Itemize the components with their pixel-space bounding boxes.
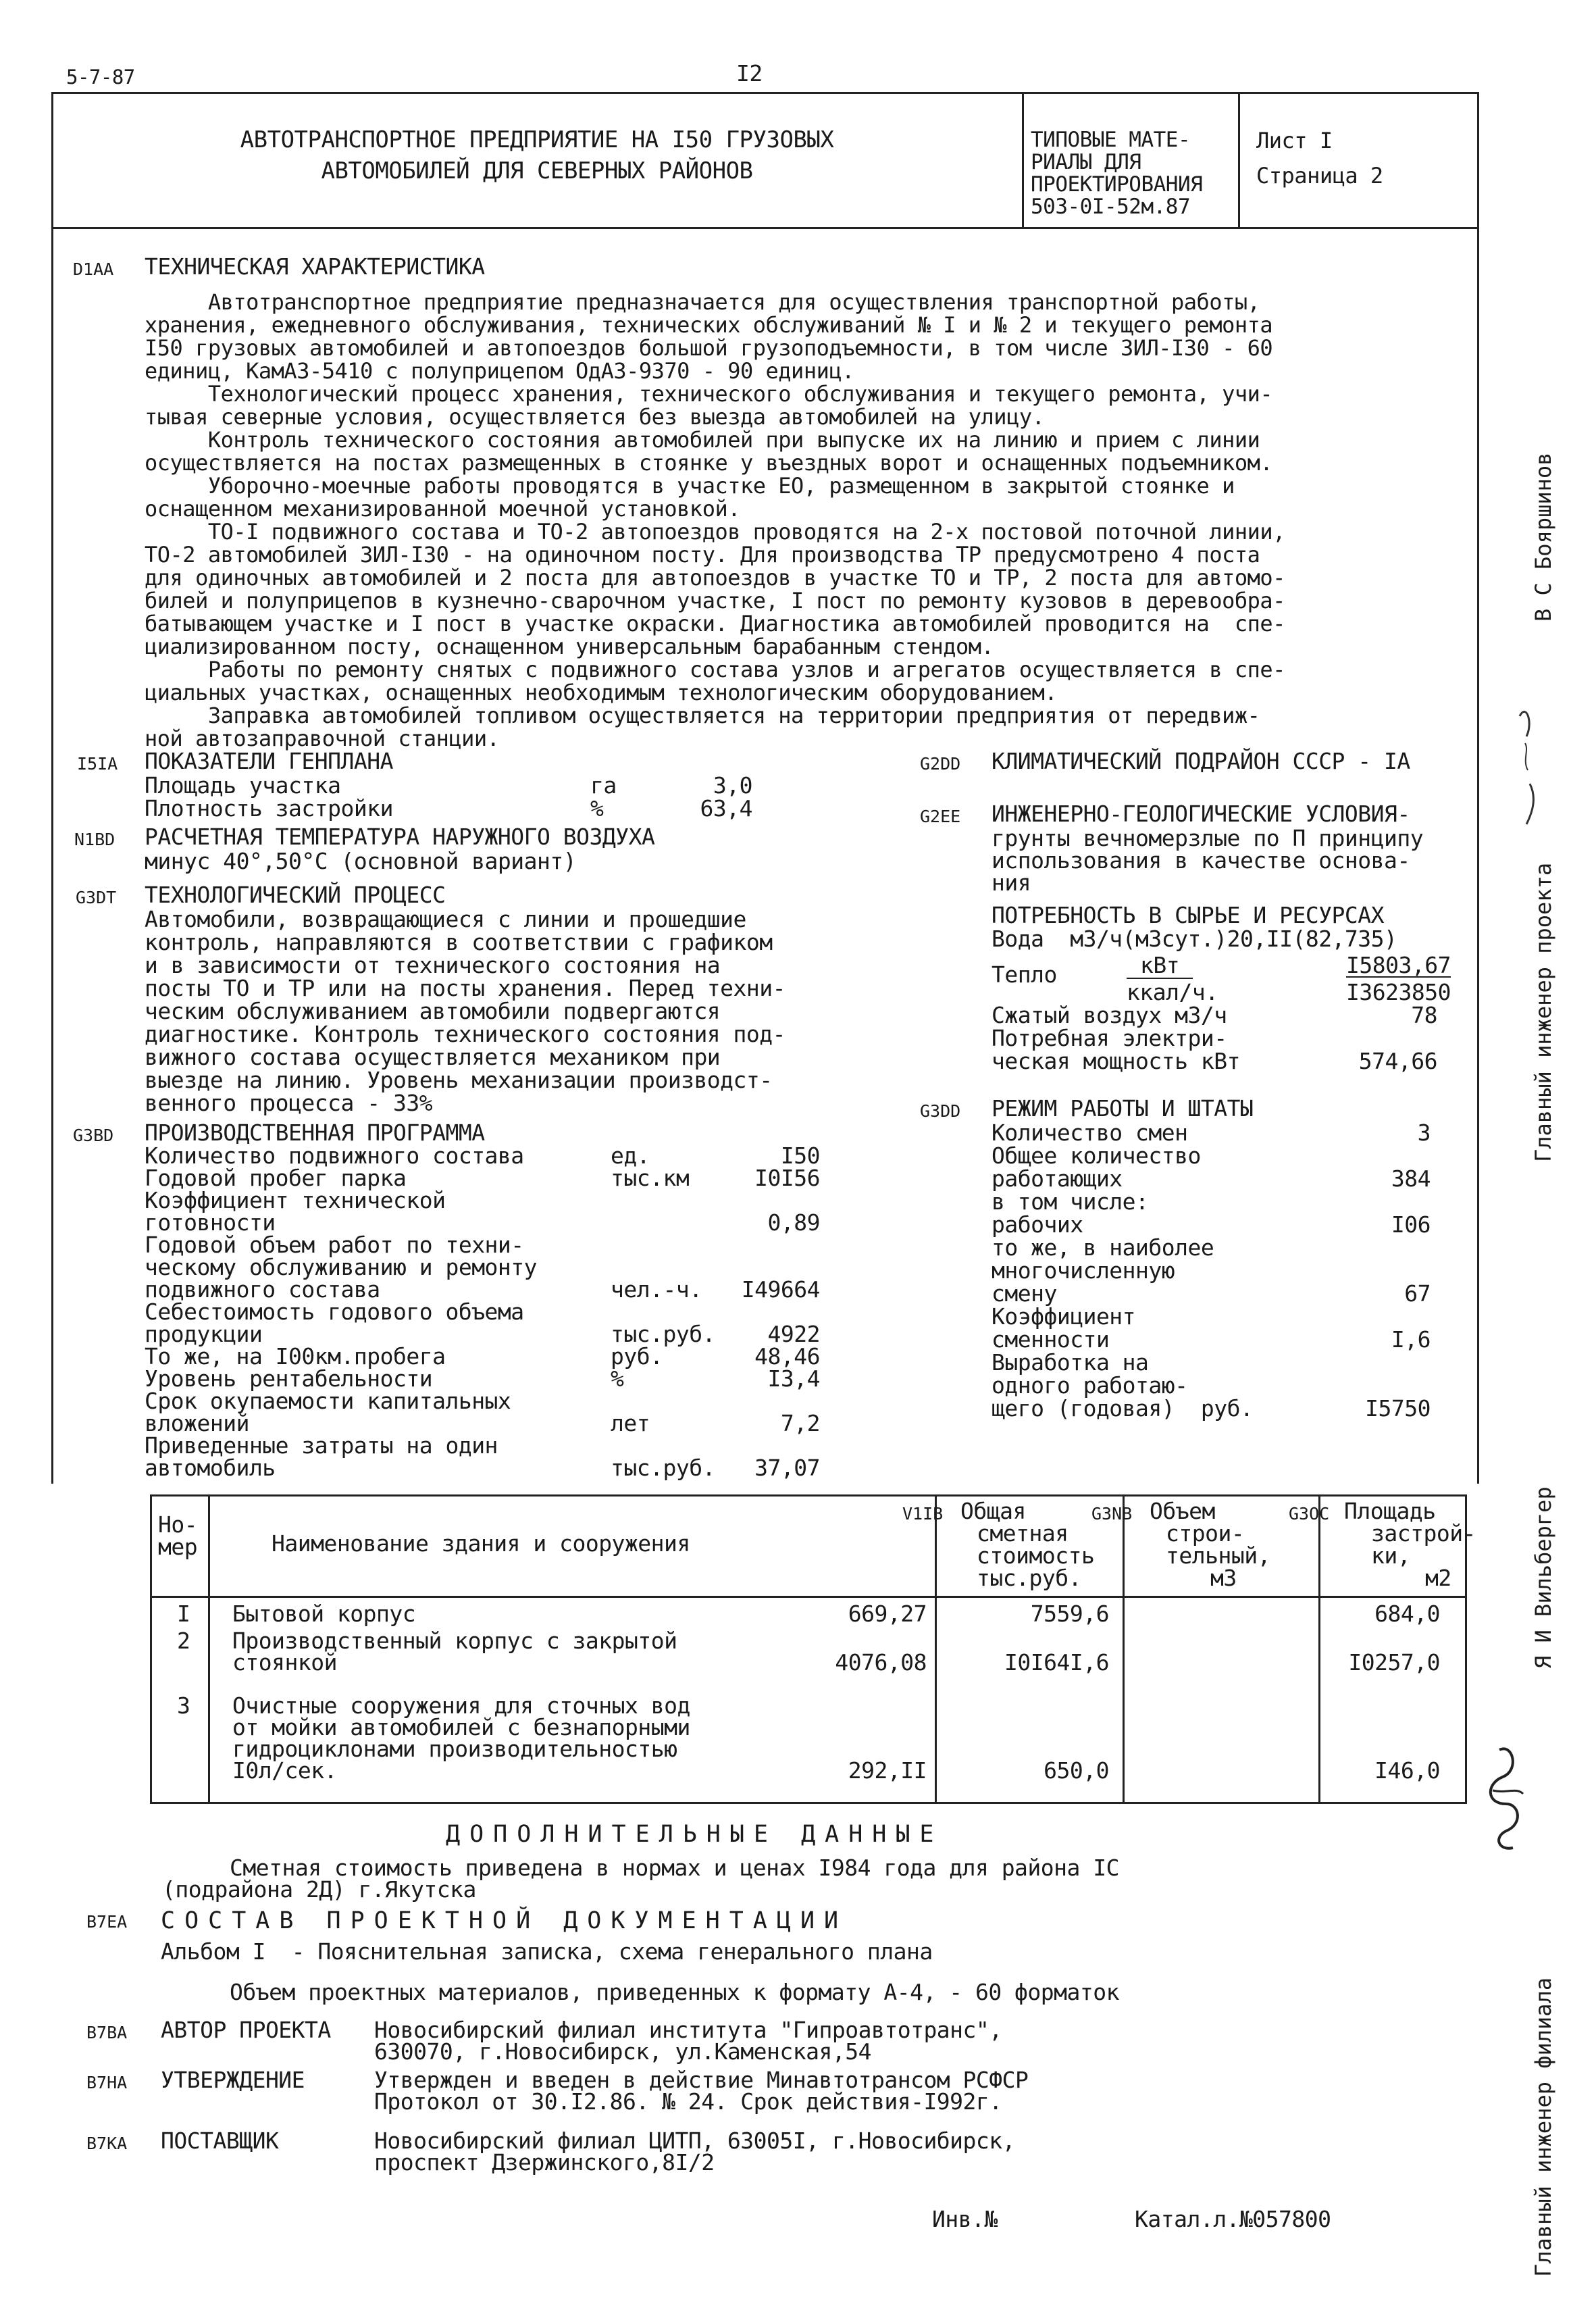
row-label: автомобиль (145, 1455, 276, 1481)
cell-volume: I0I64I,6 (1004, 1649, 1109, 1676)
resources-heading: ПОТРЕБНОСТЬ В СЫРЬЕ И РЕСУРСАХ (992, 902, 1385, 928)
row-label: Срок окупаемости капитальных (145, 1388, 511, 1414)
signer-role: Главный инженер филиала (1530, 1977, 1556, 2277)
genplan-row (145, 797, 752, 820)
genplan-heading: ПОКАЗАТЕЛИ ГЕНПЛАНА (145, 748, 393, 774)
section-tag: B7HA (86, 2073, 128, 2092)
heat-label: Тепло (992, 961, 1057, 988)
row-label: работающих (992, 1165, 1123, 1192)
header-column-divider (1022, 92, 1024, 227)
power-value: 574,66 (1358, 1048, 1437, 1074)
tech-line: хранения, ежедневного обслуживания, технических обслуживаний № I и № 2 и текущего ремонта (145, 312, 1273, 338)
document-title (54, 128, 1020, 182)
row-label: сменности (992, 1326, 1110, 1353)
staff-row (992, 1236, 1437, 1305)
extra-line: Сметная стоимость приведена в нормах и ценах I984 года для района IС (230, 1855, 1120, 1881)
cell-number: 3 (177, 1692, 190, 1719)
power-label: Потребная электри- (992, 1025, 1227, 1051)
heat-value: I5803,67 (1346, 952, 1451, 978)
heat-value: I3623850 (1346, 979, 1451, 1005)
docs-line: Объем проектных материалов, приведенных к формату А-4, - 60 форматок (230, 1979, 1120, 2005)
geo-line: ния (992, 870, 1031, 896)
geo-line: грунты вечномерзлые по П принципу (992, 825, 1424, 851)
process-line: выезде на линию. Уровень механизации производст- (145, 1067, 773, 1093)
cell-area: I46,0 (1374, 1757, 1440, 1784)
row-label: Плотность застройки (145, 795, 393, 822)
tech-line: I50 грузовых автомобилей и автопоездов большой грузоподъемности, в том числе ЗИЛ-I30 - 60 (145, 335, 1273, 361)
author-line: 630070, г.Новосибирск, ул.Каменская,54 (374, 2038, 871, 2065)
signer-name: Я И Вильбергер (1530, 1486, 1556, 1669)
sheet-info (1256, 130, 1383, 186)
geo-heading: ИНЖЕНЕРНО-ГЕОЛОГИЧЕСКИЕ УСЛОВИЯ- (992, 801, 1410, 827)
row-value: 3 (1417, 1120, 1431, 1146)
air-value: 78 (1411, 1002, 1437, 1028)
header-line: Общая (960, 1498, 1026, 1524)
row-label: смену (992, 1280, 1057, 1307)
row-value: 7,2 (780, 1410, 820, 1436)
row-unit: руб. (611, 1343, 663, 1369)
row-label: готовности (145, 1209, 276, 1236)
process-line: ческим обслуживанием автомобили подвергаются (145, 998, 721, 1024)
tech-line: Заправка автомобилей топливом осуществляется на территории предприятия от передвиж- (145, 703, 1260, 728)
row-value: 48,46 (754, 1343, 820, 1369)
cell-name: Очистные сооружения для сточных вод (232, 1692, 690, 1719)
typical-materials (1031, 130, 1202, 218)
row-unit: чел.-ч. (611, 1276, 702, 1303)
tech-line: оснащенном механизированной моечной установкой. (145, 496, 740, 522)
staff-row (992, 1142, 1437, 1192)
section-tag: B7EA (86, 1912, 128, 1932)
col-header-area (1344, 1500, 1476, 1589)
section-tag: G3DD (920, 1101, 961, 1121)
approval-line: Протокол от 30.I2.86. № 24. Срок действия-I992г. (374, 2088, 1002, 2115)
staff-row (992, 1122, 1437, 1145)
water-row: Вода м3/ч(м3сут.)20,II(82,735) (992, 926, 1397, 952)
process-line: контроль, направляются в соответствии с графиком (145, 929, 773, 955)
process-line: Автомобили, возвращающиеся с линии и прошедшие (145, 906, 746, 932)
cell-volume: 650,0 (1044, 1757, 1109, 1784)
tech-line: билей и полуприцепов в кузнечно-сварочном участке, I пост по ремонту кузовов в деревообра- (145, 588, 1285, 613)
table-body (150, 1603, 1467, 1799)
col-header-volume (1150, 1500, 1270, 1589)
cell-cost: 4076,08 (835, 1649, 927, 1676)
extra-heading: ДОПОЛНИТЕЛЬНЫЕ ДАННЫЕ (446, 1821, 944, 1848)
approval-line: Утвержден и введен в действие Минавтотрансом РСФСР (374, 2067, 1029, 2093)
cell-area: 684,0 (1374, 1601, 1440, 1627)
section-tag: B7KA (86, 2134, 128, 2153)
signer-role: Главный инженер проекта (1530, 862, 1556, 1162)
section-tag: G2EE (920, 807, 961, 826)
section-tag: G3DT (76, 888, 117, 907)
process-line: венного процесса - 33% (145, 1090, 433, 1116)
cell-cost: 292,II (848, 1757, 927, 1784)
row-value: 4922 (767, 1321, 820, 1347)
project-code: 503-0I-52м.87 (1031, 195, 1191, 219)
row-label: То же, на I00км.пробега (145, 1343, 446, 1369)
genplan-row (145, 774, 752, 797)
page-label: Страница 2 (1256, 163, 1383, 188)
header-line: Объем (1150, 1498, 1215, 1524)
tech-line: Контроль технического состояния автомобилей при выпуске их на линию и прием с линии (145, 427, 1260, 453)
header-line: тельный, (1166, 1542, 1270, 1569)
tech-line: циализированном посту, оснащенном универсальным барабанным стендом. (145, 634, 994, 659)
row-label: продукции (145, 1321, 263, 1347)
program-row (145, 1367, 820, 1390)
inventory-number: Инв.№ (932, 2206, 998, 2232)
staff-list (992, 1122, 1437, 1420)
col-header-cost (960, 1500, 1094, 1589)
buildings-table (150, 1494, 1476, 1804)
row-value: I,6 (1391, 1326, 1431, 1353)
staff-row (992, 1351, 1437, 1420)
process-line: диагностике. Контроль технического состояния под- (145, 1021, 786, 1047)
title-line: АВТОМОБИЛЕЙ ДЛЯ СЕВЕРНЫХ РАЙОНОВ (321, 157, 753, 184)
typical-line: ПРОЕКТИРОВАНИЯ (1031, 172, 1203, 197)
title-line: АВТОТРАНСПОРТНОЕ ПРЕДПРИЯТИЕ НА I50 ГРУЗОВЫХ (240, 126, 834, 153)
cell-number: 2 (177, 1628, 190, 1654)
signer-name: В С Бояршинов (1530, 452, 1556, 622)
typical-line: ТИПОВЫЕ МАТЕ- (1031, 128, 1191, 152)
row-label: Годовой объем работ по техни- (145, 1232, 524, 1258)
row-label: Площадь участка (145, 772, 341, 799)
section-tag: D1AA (73, 259, 114, 279)
section-tag: G3BD (73, 1126, 114, 1145)
process-line: вижного состава осуществляется механиком при (145, 1044, 721, 1070)
staff-heading: РЕЖИМ РАБОТЫ И ШТАТЫ (992, 1095, 1254, 1122)
section-tag: I5IA (77, 754, 118, 774)
cell-name: Бытовой корпус (232, 1601, 416, 1627)
section-tag: G2DD (920, 754, 961, 774)
cell-name: гидроциклонами производительностью (232, 1736, 677, 1762)
column-tag: V1IB (902, 1504, 944, 1524)
row-value: 37,07 (754, 1455, 820, 1481)
staff-row (992, 1305, 1437, 1351)
row-label: ческому обслуживанию и ремонту (145, 1254, 538, 1280)
row-value: 67 (1404, 1280, 1431, 1307)
row-label: Годовой пробег парка (145, 1165, 407, 1191)
row-label: Коэффициент технической (145, 1187, 446, 1213)
header-divider (51, 227, 1479, 229)
supplier-line: проспект Дзержинского,8I/2 (374, 2149, 715, 2175)
header-line: Но- (158, 1511, 198, 1538)
row-unit: ед. (611, 1142, 650, 1169)
supplier-line: Новосибирский филиал ЦИТП, 63005I, г.Новосибирск, (374, 2128, 1016, 2154)
header-line: Площадь (1344, 1498, 1436, 1524)
col-header-number (158, 1513, 197, 1558)
header-line: стоимость (977, 1542, 1095, 1569)
tech-line: Автотранспортное предприятие предназначается для осуществления транспортной работы, (145, 289, 1260, 315)
docs-line: Альбом I - Пояснительная записка, схема генерального плана (161, 1938, 933, 1965)
program-row (145, 1167, 820, 1189)
column-tag: G3NB (1091, 1504, 1133, 1524)
row-value: 384 (1391, 1165, 1431, 1192)
row-label: рабочих (992, 1211, 1083, 1238)
geo-description (992, 827, 1423, 894)
header-line: м2 (1425, 1565, 1451, 1591)
header-line: ки, (1371, 1542, 1411, 1569)
program-row (145, 1434, 820, 1479)
row-unit: тыс.руб. (611, 1455, 715, 1481)
tech-description (145, 291, 1285, 750)
signature-mark (1466, 1730, 1540, 1865)
temp-value: минус 40°,50°С (основной вариант) (145, 848, 577, 874)
row-value: 0,89 (767, 1209, 820, 1236)
staff-row (992, 1190, 1437, 1236)
resources-block (992, 904, 1451, 1074)
header-line: застрой- (1371, 1520, 1476, 1546)
catalog-number: Катал.л.№057800 (1135, 2206, 1331, 2232)
header-line: мер (158, 1534, 198, 1560)
program-row (145, 1234, 820, 1301)
cell-name: Производственный корпус с закрытой (232, 1628, 677, 1654)
typical-line: РИАЛЫ ДЛЯ (1031, 150, 1141, 174)
header-line: тыс.руб. (977, 1565, 1081, 1591)
tech-line: циальных участках, оснащенных необходимым технологическим оборудованием. (145, 680, 1058, 705)
row-unit: % (590, 795, 604, 822)
tech-line: тывая северные условия, осуществляется без выезда автомобилей на улицу. (145, 404, 1045, 430)
row-label: щего (годовая) руб. (992, 1395, 1254, 1422)
row-value: I3,4 (767, 1365, 820, 1392)
heat-row (992, 954, 1451, 1004)
row-label: Количество смен (992, 1120, 1188, 1146)
cell-name: стоянкой (232, 1649, 337, 1676)
col-header-name: Наименование здания и сооружения (272, 1530, 690, 1557)
power-label: ческая мощность кВт (992, 1048, 1240, 1074)
row-unit: тыс.руб. (611, 1321, 715, 1347)
cell-volume: 7559,6 (1030, 1601, 1109, 1627)
process-description (145, 908, 786, 1115)
row-label: Себестоимость годового объема (145, 1299, 524, 1325)
header-line: строи- (1166, 1520, 1245, 1546)
row-label: Количество подвижного состава (145, 1142, 524, 1169)
row-label: многочисленную (992, 1257, 1175, 1284)
tech-line: для одиночных автомобилей и 2 поста для автопоездов в участке ТО и ТР, 2 поста для автомо- (145, 565, 1285, 590)
row-value: I06 (1391, 1211, 1431, 1238)
row-unit: лет (611, 1410, 650, 1436)
row-label: Общее количество (992, 1142, 1201, 1169)
process-line: посты ТО и ТР или на посты хранения. Перед техни- (145, 975, 786, 1001)
row-label: Приведенные затраты на один (145, 1432, 498, 1459)
row-value: I50 (780, 1142, 820, 1169)
tech-line: ной автозаправочной станции. (145, 726, 500, 751)
cell-name: от мойки автомобилей с безнапорными (232, 1714, 690, 1740)
row-unit: % (611, 1365, 624, 1392)
author-line: Новосибирский филиал института "Гипроавтотранс", (374, 2017, 1002, 2043)
heat-unit: кВт (1127, 954, 1193, 979)
row-value: I0I56 (754, 1165, 820, 1191)
program-row (145, 1390, 820, 1434)
air-label: Сжатый воздух м3/ч (992, 1002, 1227, 1028)
section-tag: B7BA (86, 2023, 128, 2042)
row-value: 3,0 (713, 772, 752, 799)
header-line: м3 (1210, 1565, 1237, 1591)
tech-line: единиц, КамАЗ-5410 с полуприцепом ОдАЗ-9370 - 90 единиц. (145, 358, 854, 384)
climate-heading: КЛИМАТИЧЕСКИЙ ПОДРАЙОН СССР - IА (992, 748, 1410, 774)
tech-line: Уборочно-моечные работы проводятся в участке ЕО, размещенном в закрытой стоянке и (145, 473, 1235, 499)
row-label: подвижного состава (145, 1276, 380, 1303)
row-label: Уровень рентабельности (145, 1365, 433, 1392)
approval-label: УТВЕРЖДЕНИЕ (161, 2067, 305, 2093)
row-label: одного работаю- (992, 1372, 1188, 1399)
row-unit: га (590, 772, 617, 799)
column-tag: G3OC (1289, 1504, 1330, 1524)
tech-line: ТО-2 автомобилей ЗИЛ-I30 - на одиночном посту. Для производства ТР предусмотрено 4 поста (145, 542, 1260, 568)
row-label: вложений (145, 1410, 249, 1436)
row-label: в том числе: (992, 1188, 1149, 1215)
extra-line: (подрайона 2Д) г.Якутска (162, 1876, 476, 1903)
program-row (145, 1345, 820, 1367)
tech-heading: ТЕХНИЧЕСКАЯ ХАРАКТЕРИСТИКА (145, 253, 485, 280)
process-line: и в зависимости от технического состояния на (145, 952, 721, 978)
program-heading: ПРОИЗВОДСТВЕННАЯ ПРОГРАММА (145, 1120, 485, 1146)
row-label: Выработка на (992, 1349, 1149, 1376)
header-column-divider (1238, 92, 1240, 227)
author-label: АВТОР ПРОЕКТА (161, 2017, 331, 2043)
page-number: I2 (736, 60, 763, 86)
row-label: Коэффициент (992, 1303, 1136, 1330)
process-heading: ТЕХНОЛОГИЧЕСКИЙ ПРОЦЕСС (145, 882, 446, 908)
header-line: сметная (977, 1520, 1069, 1546)
program-row (145, 1301, 820, 1345)
cell-area: I0257,0 (1348, 1649, 1440, 1676)
row-value: 63,4 (700, 795, 752, 822)
section-tag: N1BD (74, 830, 115, 849)
cell-cost: 669,27 (848, 1601, 927, 1627)
row-unit: тыс.км (611, 1165, 690, 1191)
tech-line: Технологический процесс хранения, технического обслуживания и текущего ремонта, учи- (145, 381, 1273, 407)
tech-line: осуществляется на постах размещенных в стоянке у въездных ворот и оснащенных подъемником. (145, 450, 1273, 476)
tech-line: Работы по ремонту снятых с подвижного состава узлов и агрегатов осуществляется в спе- (145, 657, 1285, 682)
row-value: I49664 (741, 1276, 820, 1303)
program-list (145, 1142, 820, 1481)
cell-name: I0л/сек. (232, 1757, 337, 1784)
power-row (992, 1027, 1451, 1074)
row-value: I5750 (1365, 1395, 1431, 1422)
temp-heading: РАСЧЕТНАЯ ТЕМПЕРАТУРА НАРУЖНОГО ВОЗДУХА (145, 824, 655, 850)
cell-number: I (177, 1601, 190, 1627)
sheet-number: Лист I (1256, 128, 1333, 153)
row-label: то же, в наиболее (992, 1234, 1214, 1261)
supplier-label: ПОСТАВЩИК (161, 2128, 279, 2154)
genplan-list (145, 774, 752, 820)
air-row (992, 1004, 1451, 1027)
geo-line: использования в качестве основа- (992, 847, 1410, 874)
program-row (145, 1142, 820, 1169)
docs-heading: СОСТАВ ПРОЕКТНОЙ ДОКУМЕНТАЦИИ (161, 1907, 848, 1934)
tech-line: батывающем участке и I пост в участке окраски. Диагностика автомобилей проводится на спе- (145, 611, 1285, 636)
page-code: 5-7-87 (66, 66, 135, 89)
heat-unit: ккал/ч. (1127, 979, 1218, 1005)
signature-mark (1506, 696, 1553, 831)
program-row (145, 1189, 820, 1234)
tech-line: ТО-I подвижного состава и ТО-2 автопоездов проводятся на 2-х постовой поточной линии, (145, 519, 1285, 545)
